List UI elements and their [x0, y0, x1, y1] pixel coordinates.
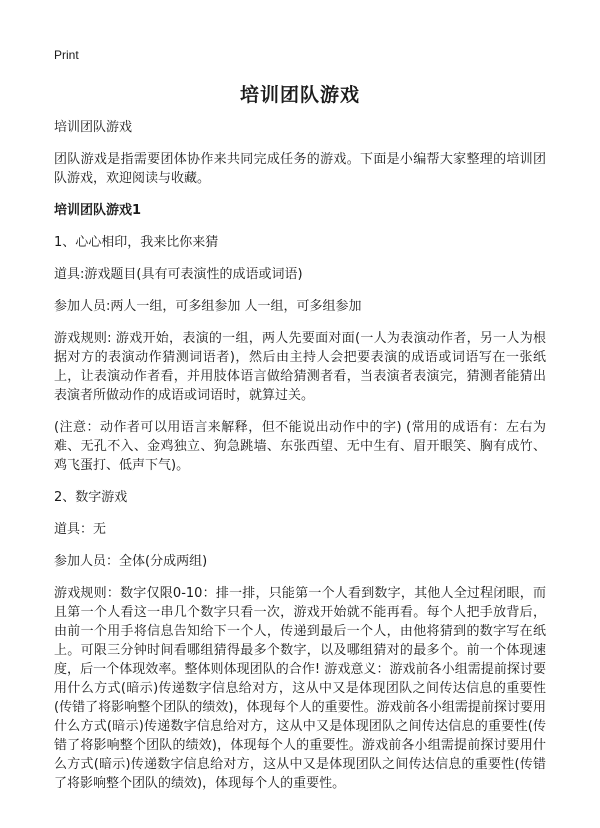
- game-2-participants: 参加人员：全体(分成两组): [54, 554, 208, 569]
- game-1-notes: (注意：动作者可以用语言来解释，但不能说出动作中的字) (常用的成语有：左右为难、无孔不入、金鸡独立、狗急跳墙、东张西望、无中生有、眉开眼笑、胸有成竹、鸡飞蛋打、低声下气)。: [54, 420, 546, 473]
- game-1-participants: 参加人员:两人一组，可多组参加 人一组，可多组参加: [54, 299, 362, 314]
- game-1-props: 道具:游戏题目(具有可表演性的成语或词语): [54, 267, 303, 282]
- section-heading: 培训团队游戏1: [54, 203, 142, 218]
- game-2-rules: 游戏规则：数字仅限0-10：排一排，只能第一个人看到数字，其他人全过程闭眼，而且第一个人看这一串几个数字只看一次，游戏开始就不能再看。每个人把手放背后，由前一个用手将信息告知给下一个人，传递到最后一个人，由他将猜到的数字写在纸上。可限三分钟时间看哪组猜得最多个数字，以及哪组猜对的最多个。前一个体现速度，后一个体现效率。整体则体现团队的合作! 游戏意义：游戏前各小组需提前探讨要用什么方式(暗示)传递数字信息给对方，这从中又是体现团队之间传达信息的重要性(传错了将影响整个团队的绩效)，体现每个人的重要性。游戏前各小组需提前探讨要用什么方式(暗示)传递数字信息给对方，这从中又是体现团队之间传达信息的重要性(传错了将影响整个团队的绩效)，体现每个人的重要性。游戏前各小组需提前探讨要用什么方式(暗示)传递数字信息给对方，这从中又是体现团队之间传达信息的重要性(传错了将影响整个团队的绩效)，体现每个人的重要性。: [54, 586, 546, 791]
- paragraph-intro: 团队游戏是指需要团体协作来共同完成任务的游戏。下面是小编帮大家整理的培训团队游戏，欢迎阅读与收藏。: [54, 152, 546, 186]
- page-title: 培训团队游戏: [239, 84, 360, 106]
- game-2-props: 道具：无: [54, 522, 107, 537]
- game-1-title: 1、心心相印，我来比你来猜: [54, 235, 219, 250]
- paragraph-subtitle: 培训团队游戏: [54, 120, 133, 135]
- print-link[interactable]: Print: [54, 48, 79, 62]
- document-body: [54, 118, 546, 806]
- game-1-rules: 游戏规则: 游戏开始，表演的一组，两人先要面对面(一人为表演动作者，另一人为根据对方的表演动作猜测词语者)，然后由主持人会把要表演的成语或词语写在一张纸上，让表演动作者看，并用肢体语言做给猜测者看，当表演者表演完，猜测者能猜出表演者所做动作的成语或词语时，就算过关。: [54, 331, 546, 403]
- game-2-title: 2、数字游戏: [54, 490, 128, 505]
